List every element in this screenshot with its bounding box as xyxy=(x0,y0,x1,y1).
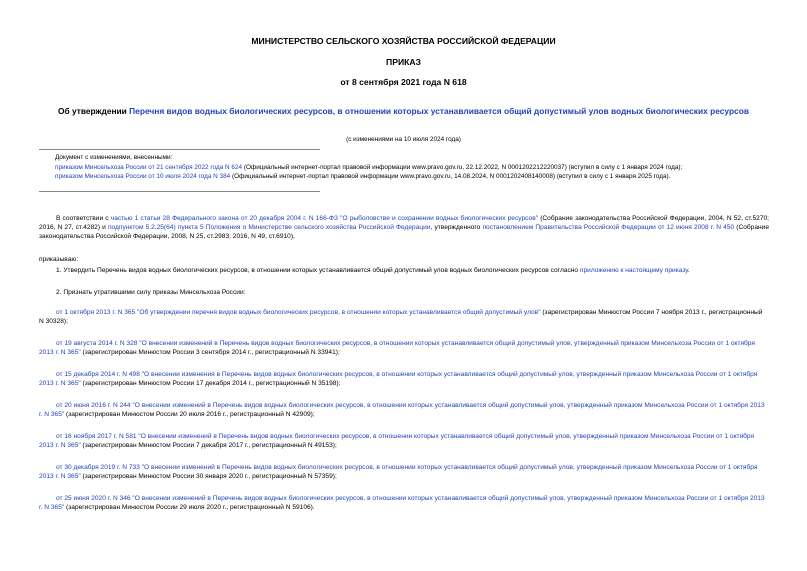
repealed-order-link[interactable]: от 30 декабря 2019 г. N 733 "О внесении изменений в Перечень видов водных биологических ресурсов, в отношении которых устанавливается общий допустимый улов, утвержденный приказом Минсельхоза России от 1 октября 2013 г. N 365" xyxy=(39,464,758,481)
resolution-link[interactable]: постановлением Правительства Российской Федерации от 12 июня 2008 г. N 450 xyxy=(482,224,735,232)
changes-bottom-divider xyxy=(39,191,320,192)
point-2: 2. Признать утратившими силу приказы Минсельхоза России: xyxy=(56,289,246,296)
title-prefix: Об утверждении xyxy=(57,106,130,116)
document-title xyxy=(55,106,752,117)
repealed-item: от 25 июня 2020 г. N 346 "О внесении изменений в Перечень видов водных биологических ресурсов, в отношении которых устанавливается общий допустимый улов, утвержденный приказом Минсельхоза России от 1 октября 2013 г. N 365" (зарегистрирован Минюстом России 29 июля 2020 г., регистрационный N 59106). xyxy=(39,495,765,512)
repealed-order-link[interactable]: от 15 декабря 2014 г. N 498 "О внесении изменения в Перечень видов водных биологических ресурсов, в отношении которых устанавливается общий допустимый улов, утвержденный приказом Минсельхоза России от 1 октября 2013 г. N 365" xyxy=(39,371,758,388)
repealed-item: от 20 июня 2016 г. N 244 "О внесении изменений в Перечень видов водных биологических ресурсов, в отношении которых устанавливается общий допустимый улов, утвержденный приказом Минсельхоза России от 1 октября 2013 г. N 365" (зарегистрирован Минюстом России 20 июля 2016 г., регистрационный N 42909); xyxy=(39,402,765,419)
order-word: приказываю: xyxy=(39,256,79,263)
ministry-heading: МИНИСТЕРСТВО СЕЛЬСКОГО ХОЗЯЙСТВА РОССИЙСКОЙ ФЕДЕРАЦИИ xyxy=(251,36,556,46)
repealed-item: от 1 октября 2013 г. N 365 "Об утверждении перечня видов водных биологических ресурсов, в отношении которых устанавливается общий допустимый улов" (зарегистрирован Минюстом России 7 ноября 2013 г., регистрационный N 30328); xyxy=(39,309,763,326)
repealed-item: от 19 августа 2014 г. N 328 "О внесении изменений в Перечень видов водных биологических ресурсов, в отношении которых устанавливается общий допустимый улов, утвержденный приказом Минсельхоза России от 1 октября 2013 г. N 365" (зарегистрирован Минюстом России 3 сентября 2014 г., регистрационный N 33941); xyxy=(39,340,755,357)
repealed-item: от 16 ноября 2017 г. N 581 "О внесении изменений в Перечень видов водных биологических ресурсов, в отношении которых устанавливается общий допустимый улов, утвержденный приказом Минсельхоза России от 1 октября 2013 г. N 365" (зарегистрирован Минюстом России 7 декабря 2017 г., регистрационный N 49153); xyxy=(39,433,755,450)
change-item: приказом Минсельхоза России от 10 июля 2024 года N 384 (Официальный интернет-портал правовой информации www.pravo.gov.ru, 14.08.2024, N 0001202408140008) (вступил в силу с 1 января 2025 года). xyxy=(55,173,671,181)
amended-note: (с изменениями на 10 июля 2024 года) xyxy=(346,136,461,143)
date-number-heading: от 8 сентября 2021 года N 618 xyxy=(340,77,467,87)
title-link[interactable]: Перечня видов водных биологических ресурсов, в отношении которых устанавливается общий допустимый улов водных биологических ресурсов xyxy=(129,106,749,116)
repealed-order-link[interactable]: от 1 октября 2013 г. N 365 "Об утверждении перечня видов водных биологических ресурсов, в отношении которых устанавливается общий допустимый улов" xyxy=(56,309,541,316)
regulation-link[interactable]: подпунктом 5.2.25(64) пункта 5 Положения о Министерстве сельского хозяйства Российской Федерации xyxy=(107,224,431,232)
change-item: приказом Минсельхоза России от 21 сентября 2022 года N 624 (Официальный интернет-портал правовой информации www.pravo.gov.ru, 22.12.2022, N 0001202212220037) (вступил в силу с 1 января 2024 года); xyxy=(55,163,683,171)
changes-top-divider xyxy=(39,149,320,150)
repealed-order-link[interactable]: от 19 августа 2014 г. N 328 "О внесении изменений в Перечень видов водных биологических ресурсов, в отношении которых устанавливается общий допустимый улов, утвержденный приказом Минсельхоза России от 1 октября 2013 г. N 365" xyxy=(39,340,755,357)
point-1: 1. Утвердить Перечень видов водных биологических ресурсов, в отношении которых устанавливается общий допустимый улов водных биологических ресурсов согласно приложению к настоящему приказу. xyxy=(56,267,690,274)
changes-block xyxy=(55,154,795,182)
preamble-paragraph: В соответствии с частью 1 статьи 28 Федерального закона от 20 декабря 2004 г. N 166-ФЗ "О рыболовстве и сохранении водных биологических ресурсов" (Собрание законодательства Российской Федерации, 2004, N 52, ст.5270; 2016, N 27, ст.4282) и подпунктом 5.2.25(64) пункта 5 Положения о Министерстве сельского хозяйства Российской Федерации, утвержденного постановлением Правительства Российской Федерации от 12 июня 2008 г. N 450 (Собрание законодательства Российской Федерации, 2008, N 25, ст.2983; 2016, N 49, ст.6910), xyxy=(39,215,770,241)
repealed-order-link[interactable]: от 20 июня 2016 г. N 244 "О внесении изменений в Перечень видов водных биологических ресурсов, в отношении которых устанавливается общий допустимый улов, утвержденный приказом Минсельхоза России от 1 октября 2013 г. N 365" xyxy=(39,402,765,419)
law-link[interactable]: частью 1 статьи 28 Федерального закона от 20 декабря 2004 г. N 166-ФЗ "О рыболовстве и сохранении водных биологических ресурсов" xyxy=(110,215,539,222)
repealed-item: от 30 декабря 2019 г. N 733 "О внесении изменений в Перечень видов водных биологических ресурсов, в отношении которых устанавливается общий допустимый улов, утвержденный приказом Минсельхоза России от 1 октября 2013 г. N 365" (зарегистрирован Минюстом России 30 января 2020 г., регистрационный N 57359); xyxy=(39,464,758,481)
repealed-order-link[interactable]: от 16 ноября 2017 г. N 581 "О внесении изменений в Перечень видов водных биологических ресурсов, в отношении которых устанавливается общий допустимый улов, утвержденный приказом Минсельхоза России от 1 октября 2013 г. N 365" xyxy=(39,433,755,450)
changes-heading: Документ с изменениями, внесенными: xyxy=(55,154,173,161)
change-link[interactable]: приказом Минсельхоза России от 10 июля 2024 года N 384 xyxy=(55,173,231,181)
change-link[interactable]: приказом Минсельхоза России от 21 сентября 2022 года N 624 xyxy=(55,163,243,171)
repealed-item: от 15 декабря 2014 г. N 498 "О внесении изменения в Перечень видов водных биологических ресурсов, в отношении которых устанавливается общий допустимый улов, утвержденный приказом Минсельхоза России от 1 октября 2013 г. N 365" (зарегистрирован Минюстом России 17 декабря 2014 г., регистрационный N 35198); xyxy=(39,371,758,388)
doc-type-heading: ПРИКАЗ xyxy=(386,57,421,67)
repealed-order-link[interactable]: от 25 июня 2020 г. N 346 "О внесении изменений в Перечень видов водных биологических ресурсов, в отношении которых устанавливается общий допустимый улов, утвержденный приказом Минсельхоза России от 1 октября 2013 г. N 365" xyxy=(39,495,765,512)
appendix-link[interactable]: приложению к настоящему приказу xyxy=(579,267,688,274)
